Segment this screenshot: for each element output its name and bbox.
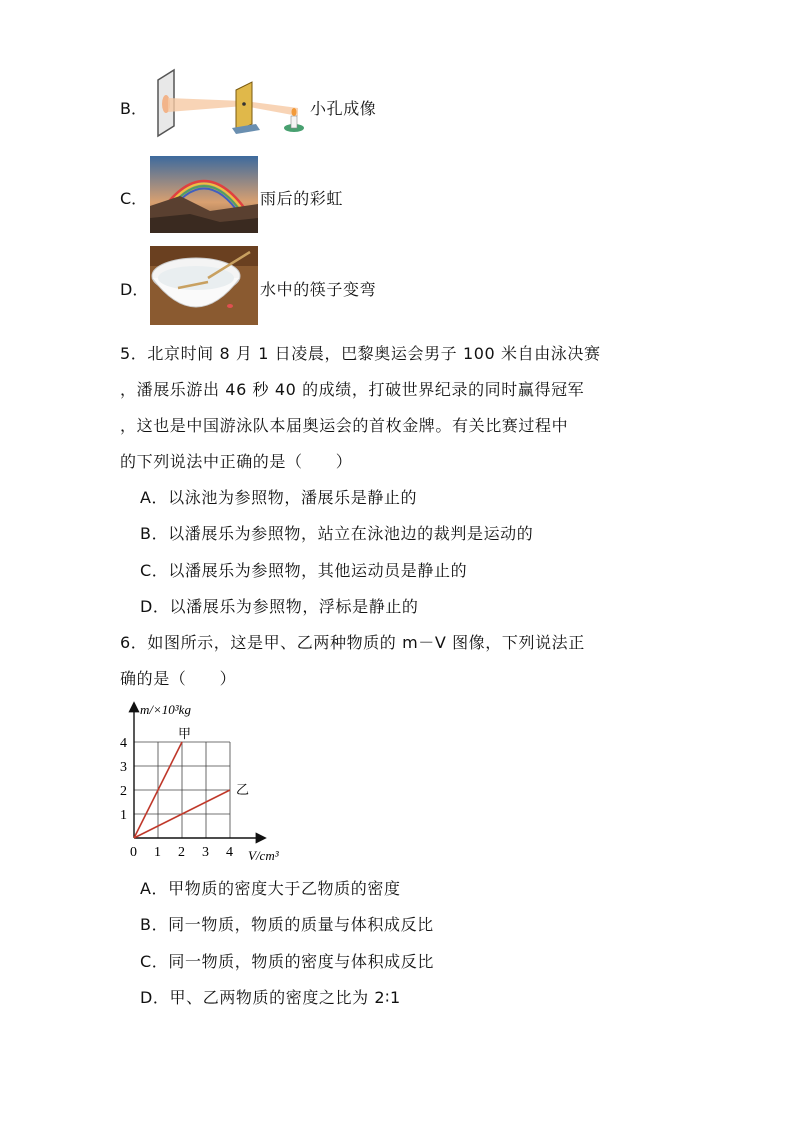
q5-option-a: A．以泳池为参照物，潘展乐是静止的	[140, 488, 418, 507]
x-tick-label: 4	[226, 845, 233, 860]
option-c-caption: 雨后的彩虹	[260, 189, 344, 208]
q5-stem-line-4: 的下列说法中正确的是（ ）	[120, 452, 353, 471]
q6-stem-line-1: 6．如图所示，这是甲、乙两种物质的 m－V 图像，下列说法正	[120, 633, 585, 652]
q5-option-b: B．以潘展乐为参照物，站立在泳池边的裁判是运动的	[140, 524, 534, 543]
y-tick-label: 4	[120, 736, 127, 751]
q6-option-b: B．同一物质，物质的质量与体积成反比	[140, 915, 434, 934]
series-label: 乙	[236, 783, 250, 798]
y-tick-label: 3	[120, 760, 127, 775]
option-d-caption: 水中的筷子变弯	[260, 280, 377, 299]
option-d-label: D．	[120, 280, 149, 299]
x-tick-label: 0	[130, 845, 137, 860]
q6-stem-line-2: 确的是（ ）	[120, 669, 237, 688]
x-tick-label: 3	[202, 845, 209, 860]
q6-option-a: A．甲物质的密度大于乙物质的密度	[140, 879, 401, 898]
mass-volume-chart	[112, 698, 292, 868]
q5-option-c: C．以潘展乐为参照物，其他运动员是静止的	[140, 561, 468, 580]
y-tick-label: 1	[120, 808, 127, 823]
y-tick-label: 2	[120, 784, 127, 799]
q5-option-d: D．以潘展乐为参照物，浮标是静止的	[140, 597, 419, 616]
q6-option-d: D．甲、乙两物质的密度之比为 2∶1	[140, 988, 401, 1007]
q5-stem-line-2: ，潘展乐游出 46 秒 40 的成绩，打破世界纪录的同时赢得冠军	[120, 380, 585, 399]
q5-stem-line-3: ，这也是中国游泳队本届奥运会的首枚金牌。有关比赛过程中	[120, 416, 569, 435]
x-axis-label: V/cm³	[248, 848, 279, 863]
q5-stem-line-1: 5．北京时间 8 月 1 日凌晨，巴黎奥运会男子 100 米自由泳决赛	[120, 344, 601, 363]
option-b-caption: 小孔成像	[310, 99, 377, 118]
series-label: 甲	[178, 727, 192, 742]
option-c-label: C．	[120, 189, 148, 208]
x-tick-label: 1	[154, 845, 161, 860]
x-tick-label: 2	[178, 845, 185, 860]
pinhole-camera-illustration	[148, 68, 308, 140]
rainbow-photo	[150, 156, 258, 233]
chopsticks-in-bowl-photo	[150, 246, 258, 325]
q6-option-c: C．同一物质，物质的密度与体积成反比	[140, 952, 434, 971]
y-axis-label: m/×10³kg	[140, 702, 191, 717]
option-b-label: B．	[120, 99, 147, 118]
